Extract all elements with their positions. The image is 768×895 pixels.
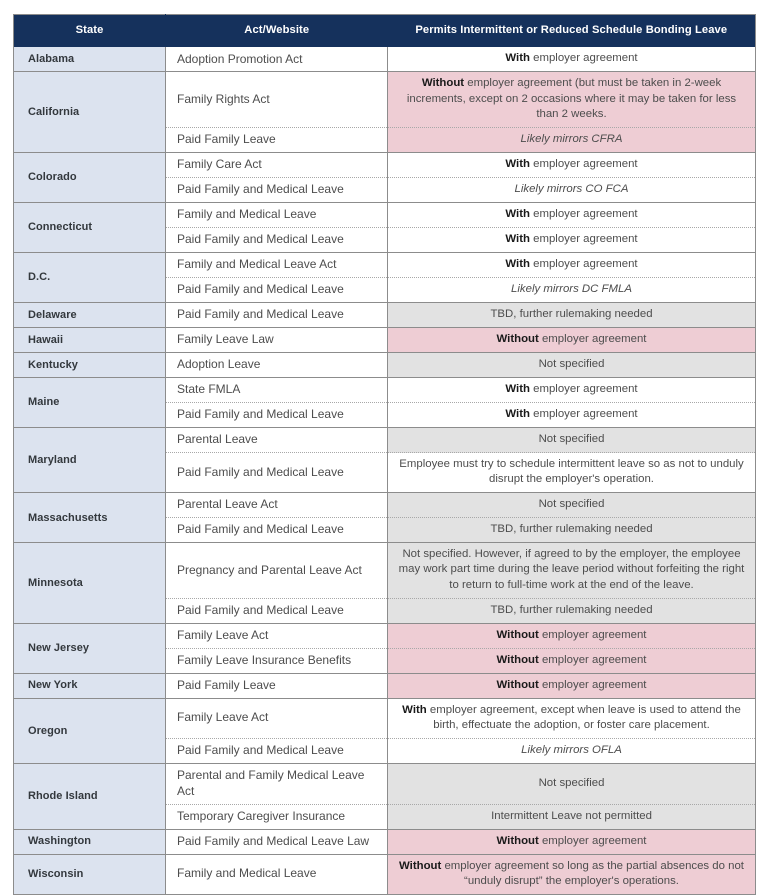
table-row [14, 854, 756, 894]
permits-bonding-leave-cell [388, 698, 756, 738]
act-website-cell: Paid Family and Medical Leave [166, 453, 388, 493]
state-name-cell: Massachusetts [14, 493, 166, 543]
table-row [14, 673, 756, 698]
permit-detail-text: employer agreement [529, 157, 638, 170]
act-website-cell: Adoption Leave [166, 353, 388, 378]
permits-bonding-leave-cell [388, 152, 756, 177]
permit-qualifier: With [505, 157, 530, 170]
permit-detail-text: Not specified [538, 433, 605, 446]
table-row [14, 72, 756, 127]
permit-qualifier: Without [421, 77, 465, 90]
permit-detail-text: employer agreement, except when leave is used to attend the birth, effectuate the adoption, or foster care placement. [426, 703, 741, 731]
act-website-cell: Family Rights Act [166, 72, 388, 127]
permit-qualifier: With [505, 232, 530, 245]
permits-bonding-leave-cell [388, 623, 756, 648]
state-leave-table [13, 14, 756, 895]
permits-bonding-leave-cell [388, 804, 756, 829]
state-name-cell: Kentucky [14, 353, 166, 378]
act-website-cell: Parental and Family Medical Leave Act [166, 763, 388, 804]
permits-bonding-leave-cell [388, 72, 756, 127]
permits-bonding-leave-cell [388, 47, 756, 72]
act-website-cell: Paid Family Leave [166, 127, 388, 152]
permits-bonding-leave-cell [388, 738, 756, 763]
permit-detail-text: employer agreement [538, 834, 647, 847]
state-name-cell: Maine [14, 378, 166, 428]
act-website-cell: Paid Family and Medical Leave [166, 598, 388, 623]
act-website-cell: Paid Family Leave [166, 673, 388, 698]
act-website-cell: Family Leave Law [166, 328, 388, 353]
state-name-cell: New Jersey [14, 623, 166, 673]
permit-detail-text: TBD, further rulemaking needed [490, 523, 653, 536]
act-website-cell: State FMLA [166, 378, 388, 403]
table-row [14, 378, 756, 403]
permit-detail-text: TBD, further rulemaking needed [490, 603, 653, 616]
table-header [14, 15, 756, 48]
permit-detail-text: Not specified [538, 358, 605, 371]
table-row [14, 252, 756, 277]
act-website-cell: Paid Family and Medical Leave Law [166, 829, 388, 854]
permit-detail-text: Intermittent Leave not permitted [491, 809, 652, 822]
permits-bonding-leave-cell [388, 227, 756, 252]
state-name-cell: Delaware [14, 302, 166, 327]
permit-qualifier: With [505, 257, 530, 270]
permit-qualifier: Without [399, 859, 442, 872]
act-website-cell: Family Leave Act [166, 623, 388, 648]
state-name-cell: Alabama [14, 47, 166, 72]
permit-detail-text: Employee must try to schedule intermittent leave so as not to unduly disrupt the employer's operation. [399, 458, 744, 486]
act-website-cell: Family and Medical Leave [166, 854, 388, 894]
state-name-cell: Hawaii [14, 328, 166, 353]
permits-bonding-leave-cell [388, 252, 756, 277]
act-website-cell: Paid Family and Medical Leave [166, 403, 388, 428]
permit-detail-text: employer agreement so long as the partial absences do not “unduly disrupt” the employer's operations. [441, 859, 744, 887]
permits-bonding-leave-cell [388, 673, 756, 698]
table-row [14, 623, 756, 648]
table-row [14, 428, 756, 453]
permits-bonding-leave-cell [388, 353, 756, 378]
act-website-cell: Family Leave Insurance Benefits [166, 648, 388, 673]
table-row [14, 493, 756, 518]
permits-bonding-leave-cell [388, 854, 756, 894]
permit-italic-note: Likely mirrors CFRA [520, 132, 623, 145]
act-website-cell: Paid Family and Medical Leave [166, 227, 388, 252]
permit-detail-text: employer agreement (but must be taken in 2-week increments, except on 2 occasions where it may be taken for less than 2 weeks. [406, 77, 737, 120]
permit-detail-text: employer agreement [538, 628, 647, 641]
permit-qualifier: With [402, 703, 427, 716]
permit-detail-text: employer agreement [529, 207, 638, 220]
act-website-cell: Parental Leave Act [166, 493, 388, 518]
permit-qualifier: Without [496, 834, 539, 847]
permit-detail-text: employer agreement [529, 52, 638, 65]
act-website-cell: Temporary Caregiver Insurance [166, 804, 388, 829]
permit-detail-text: employer agreement [538, 653, 647, 666]
permit-qualifier: Without [496, 333, 539, 345]
table-row [14, 698, 756, 738]
state-name-cell: Connecticut [14, 202, 166, 252]
permit-detail-text: employer agreement [529, 232, 638, 245]
permits-bonding-leave-cell [388, 127, 756, 152]
state-name-cell: California [14, 72, 166, 152]
permit-detail-text: Not specified [538, 498, 605, 511]
permits-bonding-leave-cell [388, 202, 756, 227]
permits-bonding-leave-cell [388, 177, 756, 202]
act-website-cell: Family and Medical Leave [166, 202, 388, 227]
permits-bonding-leave-cell [388, 493, 756, 518]
table-row [14, 302, 756, 327]
state-name-cell: Rhode Island [14, 763, 166, 829]
act-website-cell: Family Care Act [166, 152, 388, 177]
act-website-cell: Paid Family and Medical Leave [166, 177, 388, 202]
permits-bonding-leave-cell [388, 328, 756, 353]
state-name-cell: Wisconsin [14, 854, 166, 894]
permits-bonding-leave-cell [388, 518, 756, 543]
act-website-cell: Paid Family and Medical Leave [166, 518, 388, 543]
table-body [14, 47, 756, 894]
permits-bonding-leave-cell [388, 763, 756, 804]
permit-italic-note: Likely mirrors OFLA [521, 743, 622, 756]
permit-detail-text: Not specified. However, if agreed to by the employer, the employee may work part time during the leave period without forfeiting the right to return to full-time work at the end of the leave. [398, 548, 745, 591]
state-name-cell: Maryland [14, 428, 166, 493]
permits-bonding-leave-cell [388, 378, 756, 403]
table-row [14, 763, 756, 804]
act-website-cell: Parental Leave [166, 428, 388, 453]
table-row [14, 353, 756, 378]
permit-qualifier: With [505, 383, 530, 396]
column-header-permits: Permits Intermittent or Reduced Schedule Bonding Leave [388, 15, 756, 48]
act-website-cell: Family Leave Act [166, 698, 388, 738]
act-website-cell: Family and Medical Leave Act [166, 252, 388, 277]
table-row [14, 202, 756, 227]
permits-bonding-leave-cell [388, 403, 756, 428]
permit-detail-text: employer agreement [529, 257, 638, 270]
state-name-cell: Minnesota [14, 543, 166, 623]
column-header-act-website: Act/Website [166, 15, 388, 48]
permits-bonding-leave-cell [388, 598, 756, 623]
permit-detail-text: employer agreement [529, 408, 638, 421]
act-website-cell: Paid Family and Medical Leave [166, 302, 388, 327]
table-row [14, 152, 756, 177]
act-website-cell: Paid Family and Medical Leave [166, 277, 388, 302]
permit-qualifier: With [505, 52, 530, 65]
permit-detail-text: employer agreement [538, 333, 647, 345]
permit-qualifier: Without [496, 628, 539, 641]
state-name-cell: D.C. [14, 252, 166, 302]
column-header-state: State [14, 15, 166, 48]
permit-qualifier: Without [496, 678, 539, 691]
header-row [14, 15, 756, 48]
state-name-cell: Colorado [14, 152, 166, 202]
leave-table-container [13, 14, 755, 895]
state-name-cell: Oregon [14, 698, 166, 763]
permit-qualifier: Without [496, 653, 539, 666]
permits-bonding-leave-cell [388, 453, 756, 493]
permit-qualifier: With [505, 408, 530, 421]
act-website-cell: Pregnancy and Parental Leave Act [166, 543, 388, 598]
permit-qualifier: With [505, 207, 530, 220]
act-website-cell: Adoption Promotion Act [166, 47, 388, 72]
permit-detail-text: Not specified [538, 776, 605, 789]
permit-detail-text: employer agreement [529, 383, 638, 396]
table-row [14, 328, 756, 353]
permits-bonding-leave-cell [388, 302, 756, 327]
permit-detail-text: employer agreement [538, 678, 647, 691]
permit-italic-note: Likely mirrors DC FMLA [511, 282, 632, 295]
table-row [14, 47, 756, 72]
state-name-cell: Washington [14, 829, 166, 854]
permits-bonding-leave-cell [388, 648, 756, 673]
permit-italic-note: Likely mirrors CO FCA [514, 182, 629, 195]
permit-detail-text: TBD, further rulemaking needed [490, 307, 653, 320]
table-row [14, 543, 756, 598]
state-name-cell: New York [14, 673, 166, 698]
permits-bonding-leave-cell [388, 428, 756, 453]
permits-bonding-leave-cell [388, 277, 756, 302]
act-website-cell: Paid Family and Medical Leave [166, 738, 388, 763]
permits-bonding-leave-cell [388, 543, 756, 598]
